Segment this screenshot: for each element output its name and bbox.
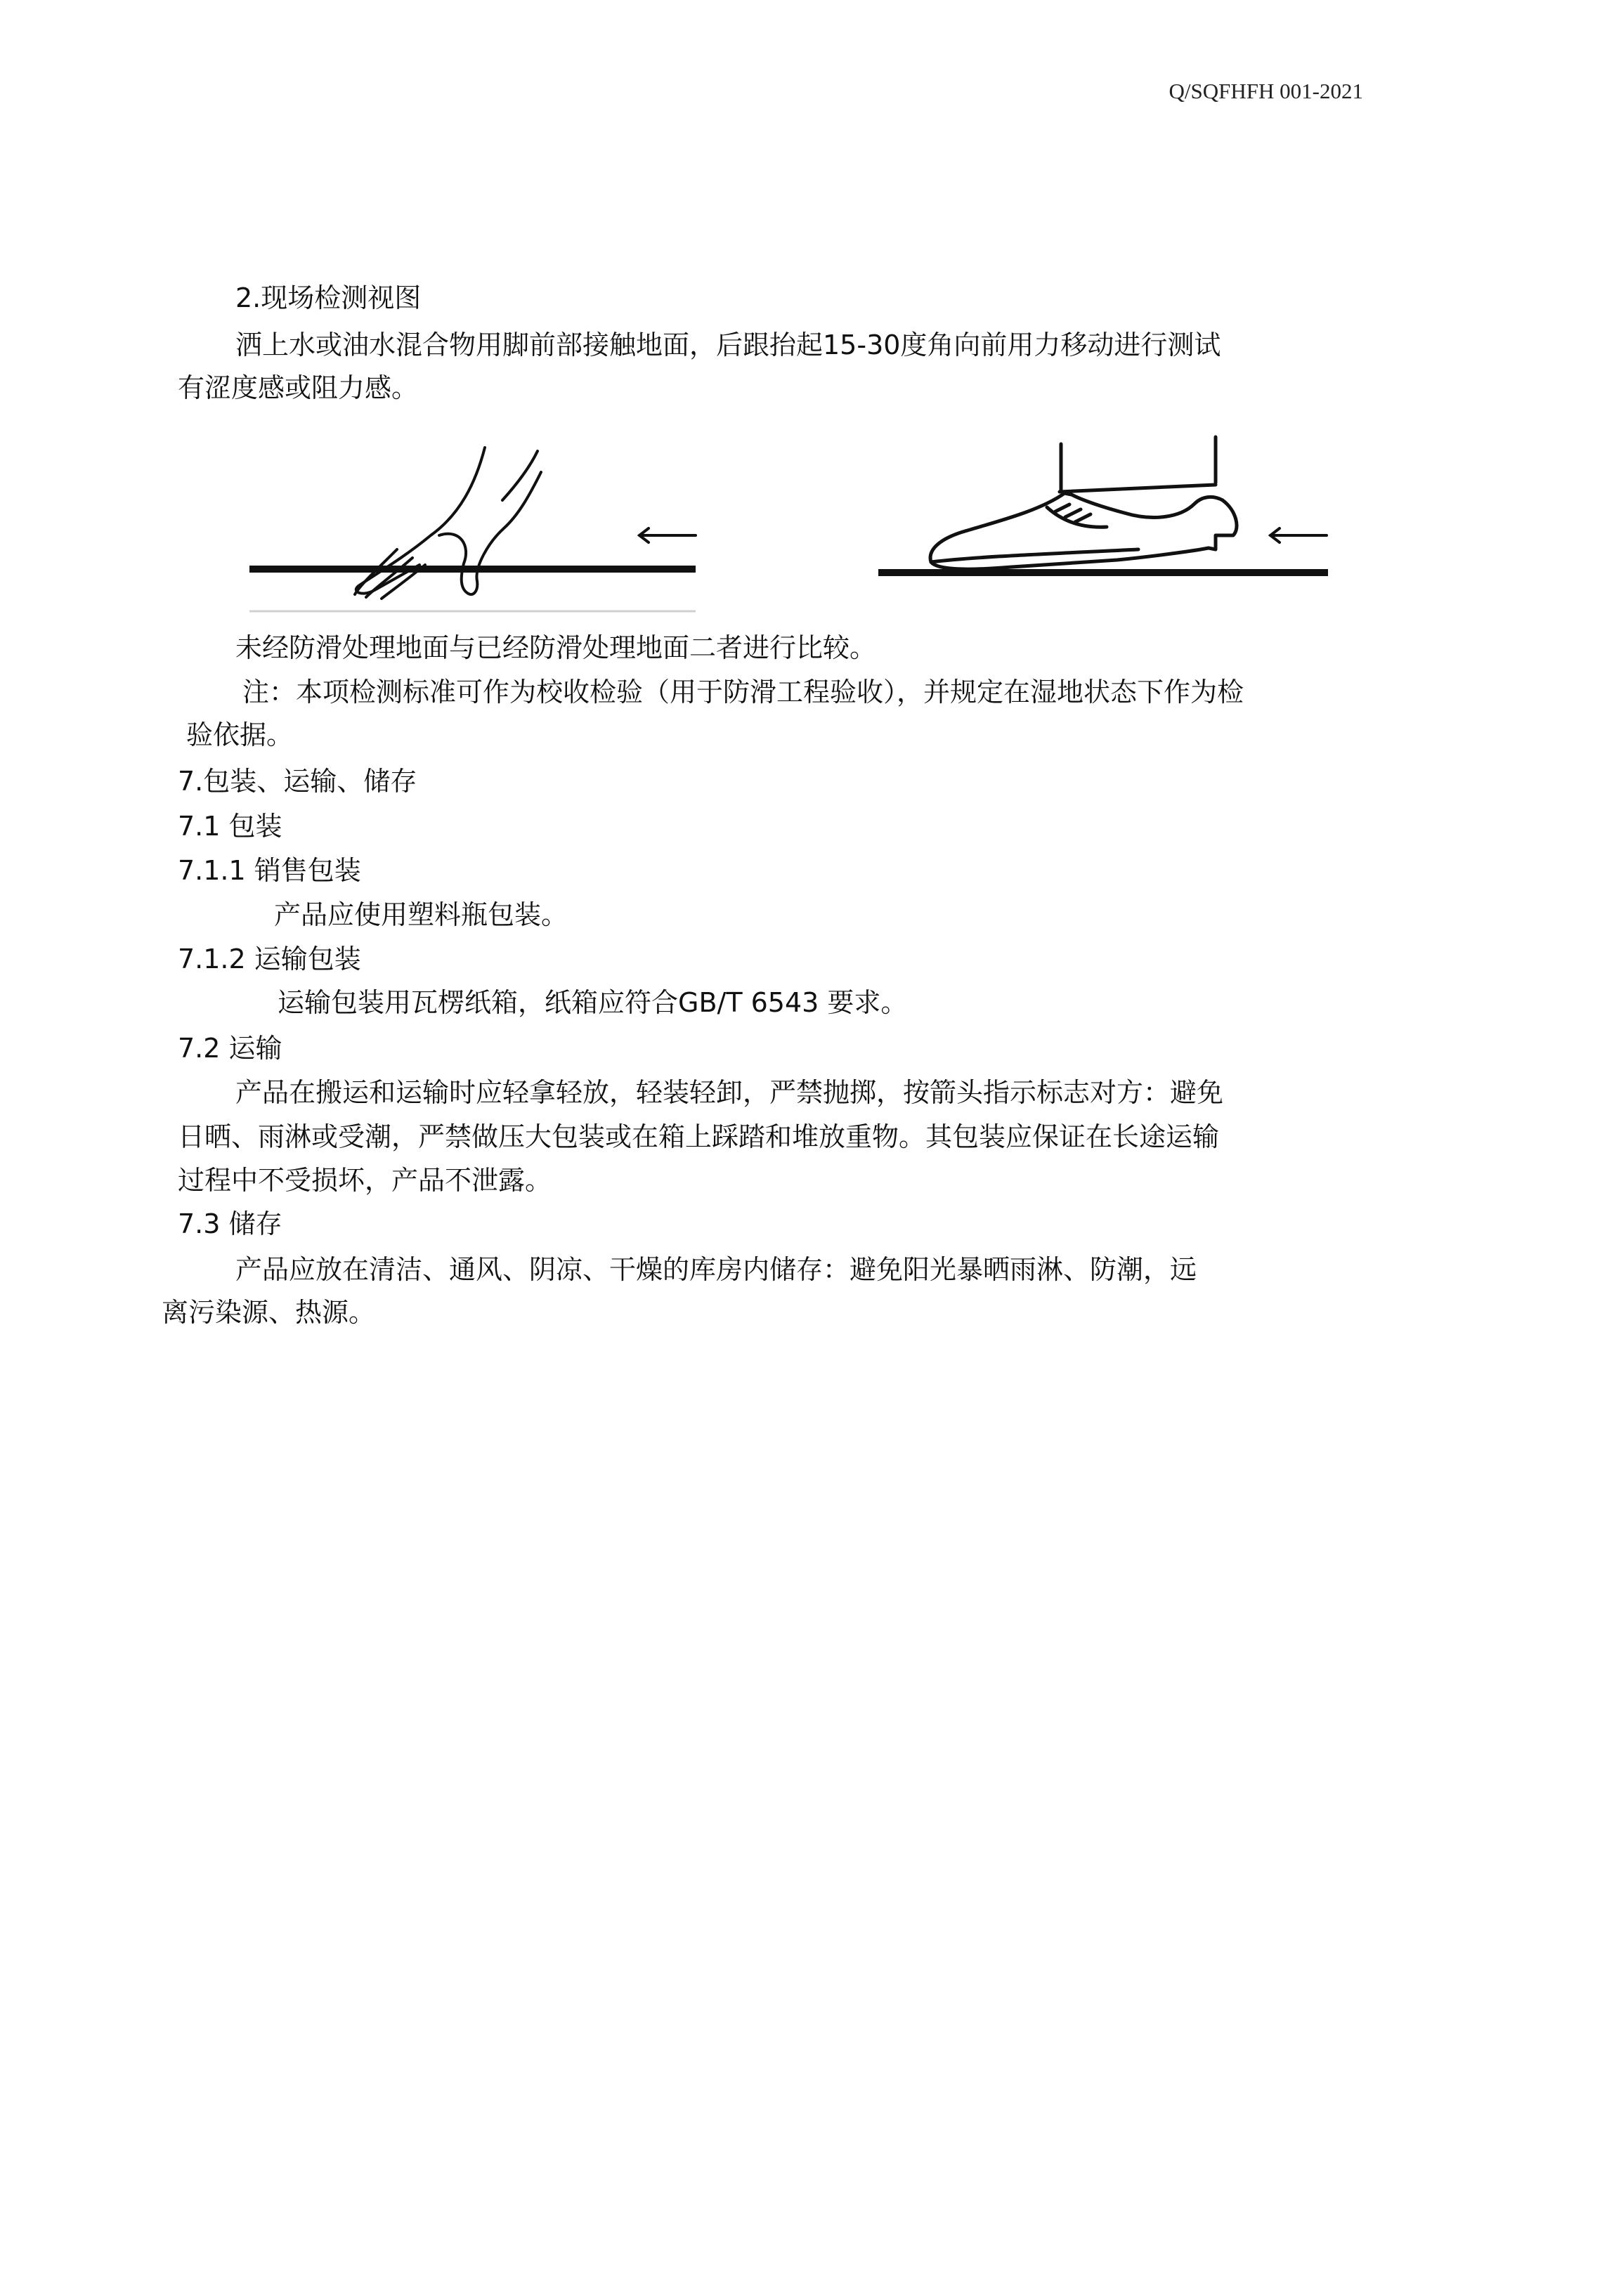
section73-line1: 产品应放在清洁、通风、阴凉、干燥的库房内储存：避免阳光暴晒雨淋、防潮，远 xyxy=(235,1254,1197,1285)
section712-text: 运输包装用瓦楞纸箱，纸箱应符合GB/T 6543 要求。 xyxy=(278,987,908,1018)
left-arrow-icon xyxy=(639,528,696,542)
section72-line1: 产品在搬运和运输时应轻拿轻放，轻装轻卸，严禁抛掷，按箭头指示标志对方：避免 xyxy=(235,1077,1224,1108)
note-line1: 注：本项检测标准可作为校收检验（用于防滑工程验收），并规定在湿地状态下作为检 xyxy=(242,677,1244,707)
section-view-desc-line2: 有涩度感或阻力感。 xyxy=(178,372,419,403)
section72-line2: 日晒、雨淋或受潮，严禁做压大包装或在箱上踩踏和堆放重物。其包装应保证在长途运输 xyxy=(178,1121,1220,1152)
section72-title: 7.2 运输 xyxy=(178,1033,282,1064)
hand-touching-floor-illustration xyxy=(249,430,706,620)
section711-text: 产品应使用塑料瓶包装。 xyxy=(274,899,568,930)
section-view-title: 2.现场检测视图 xyxy=(235,282,422,313)
section72-line3: 过程中不受损坏，产品不泄露。 xyxy=(178,1165,552,1196)
section711-title: 7.1.1 销售包装 xyxy=(178,855,361,886)
note-line2: 验依据。 xyxy=(186,719,294,750)
section73-title: 7.3 储存 xyxy=(178,1208,282,1239)
section-view-desc-line1: 洒上水或油水混合物用脚前部接触地面，后跟抬起15-30度角向前用力移动进行测试 xyxy=(235,330,1221,360)
test-view-figure xyxy=(0,430,1614,620)
comparison-text: 未经防滑处理地面与已经防滑处理地面二者进行比较。 xyxy=(235,632,877,663)
section73-line2: 离污染源、热源。 xyxy=(162,1297,376,1328)
section71-title: 7.1 包装 xyxy=(178,811,282,842)
shoe-on-floor-illustration xyxy=(871,430,1335,620)
right-arrow-icon xyxy=(1270,528,1327,542)
section712-title: 7.1.2 运输包装 xyxy=(178,944,361,974)
standard-number: Q/SQFHFH 001-2021 xyxy=(1169,79,1363,103)
section7-title: 7.包装、运输、储存 xyxy=(178,766,417,797)
